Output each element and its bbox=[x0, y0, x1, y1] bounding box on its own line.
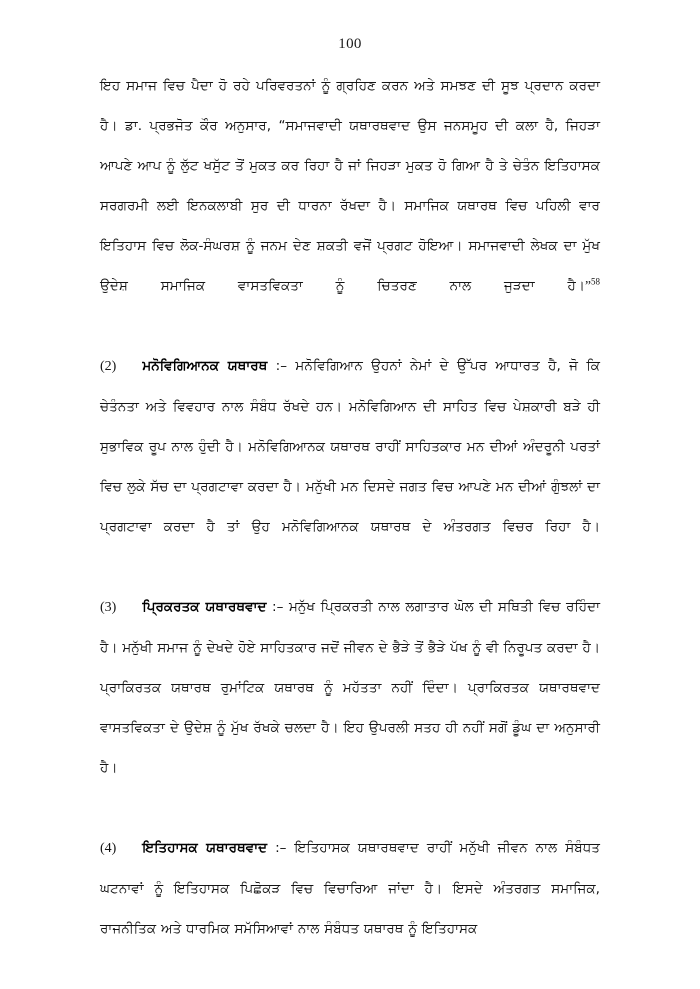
paragraph-text: ਇਤਿਹਾਸਕ ਯਥਾਰਥਵਾਦ ਰਾਹੀਂ ਮਨੁੱਖੀ ਜੀਵਨ ਨਾਲ ਸੰਬੰਧਤ ਘਟਨਾਵਾਂ ਨੂੰ ਇਤਿਹਾਸਕ ਪਿਛੋਕੜ ਵਿਚ ਵਿਚਾਰਿਆ ਜਾਂਦਾ ਹੈ। ਇਸਦੇ ਅੰਤਰਗਤ ਸਮਾਜਿਕ, ਰਾਜਨੀਤਿਕ ਅਤੇ ਧਾਰਮਿਕ ਸਮੱਸਿਆਵਾਂ ਨਾਲ ਸੰਬੰਧਤ ਯਥਾਰਥ ਨੂੰ ਇਤਿਹਾਸਕ bbox=[100, 840, 601, 937]
closing-quote: ” bbox=[584, 278, 591, 293]
clause-separator: :– bbox=[267, 840, 295, 856]
clause-number: (2) bbox=[100, 359, 117, 374]
clause-title: ਪ੍ਰਿਕਰਤਕ ਯਥਾਰਥਵਾਦ bbox=[142, 599, 267, 615]
paragraph-clause-3 bbox=[100, 587, 600, 828]
text-column bbox=[100, 66, 600, 949]
paragraph-body bbox=[100, 66, 600, 346]
page-number: 100 bbox=[338, 36, 362, 52]
footnote-reference: 58 bbox=[591, 276, 600, 287]
paragraph-clause-2 bbox=[100, 346, 600, 587]
paragraph-clause-4 bbox=[100, 828, 600, 949]
clause-separator: :– bbox=[267, 358, 296, 374]
paragraph-text: ਮਨੋਵਿਗਿਆਨ ਉਹਨਾਂ ਨੇਮਾਂ ਦੇ ਉੱਪਰ ਆਧਾਰਤ ਹੈ, ਜੋ ਕਿ ਚੇਤੰਨਤਾ ਅਤੇ ਵਿਵਹਾਰ ਨਾਲ ਸੰਬੰਧ ਰੱਖਦੇ ਹਨ। ਮਨੋਵਿਗਿਆਨ ਦੀ ਸਾਹਿਤ ਵਿਚ ਪੇਸ਼ਕਾਰੀ ਬੜੇ ਹੀ ਸੁਭਾਵਿਕ ਰੂਪ ਨਾਲ ਹੁੰਦੀ ਹੈ। ਮਨੋਵਿਗਿਆਨਕ ਯਥਾਰਥ ਰਾਹੀਂ ਸਾਹਿਤਕਾਰ ਮਨ ਦੀਆਂ ਅੰਦਰੂਨੀ ਪਰਤਾਂ ਵਿਚ ਲੁਕੇ ਸੱਚ ਦਾ ਪ੍ਰਗਟਾਵਾ ਕਰਦਾ ਹੈ। ਮਨੁੱਖੀ ਮਨ ਦਿਸਦੇ ਜਗਤ ਵਿਚ ਆਪਣੇ ਮਨ ਦੀਆਂ ਗੁੰਝਲਾਂ ਦਾ ਪ੍ਰਗਟਾਵਾ ਕਰਦਾ ਹੈ ਤਾਂ ਉਹ ਮਨੋਵਿਗਿਆਨਕ ਯਥਾਰਥ ਦੇ ਅੰਤਰਗਤ ਵਿਚਰ ਰਿਹਾ ਹੈ। bbox=[100, 358, 600, 535]
paragraph-text: ਮਨੁੱਖ ਪ੍ਰਿਕਰਤੀ ਨਾਲ ਲਗਾਤਾਰ ਘੋਲ ਦੀ ਸਥਿਤੀ ਵਿਚ ਰਹਿੰਦਾ ਹੈ। ਮਨੁੱਖੀ ਸਮਾਜ ਨੂੰ ਦੇਖਦੇ ਹੋਏ ਸਾਹਿਤਕਾਰ ਜਦੋਂ ਜੀਵਨ ਦੇ ਭੈੜੇ ਤੋਂ ਭੈੜੇ ਪੱਖ ਨੂੰ ਵੀ ਨਿਰੂਪਤ ਕਰਦਾ ਹੈ। ਪ੍ਰਾਕਿਰਤਕ ਯਥਾਰਥ ਰੁਮਾਂਟਿਕ ਯਥਾਰਥ ਨੂੰ ਮਹੱਤਤਾ ਨਹੀਂ ਦਿੰਦਾ। ਪ੍ਰਾਕਿਰਤਕ ਯਥਾਰਥਵਾਦ ਵਾਸਤਵਿਕਤਾ ਦੇ ਉਦੇਸ਼ ਨੂੰ ਮੁੱਖ ਰੱਖਕੇ ਚਲਦਾ ਹੈ। ਇਹ ਉਪਰਲੀ ਸਤਹ ਹੀ ਨਹੀਂ ਸਗੋਂ ਡੂੰਘ ਦਾ ਅਨੁਸਾਰੀ ਹੈ। bbox=[100, 599, 600, 776]
clause-title: ਇਤਿਹਾਸਕ ਯਥਾਰਥਵਾਦ bbox=[142, 840, 268, 856]
clause-number: (4) bbox=[100, 841, 117, 856]
clause-number: (3) bbox=[100, 600, 117, 615]
paragraph-text: ਇਹ ਸਮਾਜ ਵਿਚ ਪੈਦਾ ਹੋ ਰਹੇ ਪਰਿਵਰਤਨਾਂ ਨੂੰ ਗ੍ਰਹਿਣ ਕਰਨ ਅਤੇ ਸਮਝਣ ਦੀ ਸੂਝ ਪ੍ਰਦਾਨ ਕਰਦਾ ਹੈ। ਡਾ. ਪ੍ਰਭਜੋਤ ਕੌਰ ਅਨੁਸਾਰ, “ਸਮਾਜਵਾਦੀ ਯਥਾਰਥਵਾਦ ਉਸ ਜਨਸਮੂਹ ਦੀ ਕਲਾ ਹੈ, ਜਿਹੜਾ ਆਪਣੇ ਆਪ ਨੂੰ ਲੁੱਟ ਖਸੁੱਟ ਤੋਂ ਮੁਕਤ ਕਰ ਰਿਹਾ ਹੈ ਜਾਂ ਜਿਹੜਾ ਮੁਕਤ ਹੋ ਗਿਆ ਹੈ ਤੇ ਚੇਤੰਨ ਇਤਿਹਾਸਕ ਸਰਗਰਮੀ ਲਈ ਇਨਕਲਾਬੀ ਸੁਰ ਦੀ ਧਾਰਨਾ ਰੱਖਦਾ ਹੈ। ਸਮਾਜਿਕ ਯਥਾਰਥ ਵਿਚ ਪਹਿਲੀ ਵਾਰ ਇਤਿਹਾਸ ਵਿਚ ਲੋਕ-ਸੰਘਰਸ਼ ਨੂੰ ਜਨਮ ਦੇਣ ਸ਼ਕਤੀ ਵਜੋਂ ਪ੍ਰਗਟ ਹੋਇਆ। ਸਮਾਜਵਾਦੀ ਲੇਖਕ ਦਾ ਮੁੱਖ ਉਦੇਸ਼ ਸਮਾਜਿਕ ਵਾਸਤਵਿਕਤਾ ਨੂੰ ਚਿਤਰਣ ਨਾਲ ਜੁੜਦਾ ਹੈ। bbox=[100, 78, 600, 294]
clause-separator: :– bbox=[266, 599, 289, 615]
clause-title: ਮਨੋਵਿਗਿਆਨਕ ਯਥਾਰਥ bbox=[142, 358, 268, 374]
